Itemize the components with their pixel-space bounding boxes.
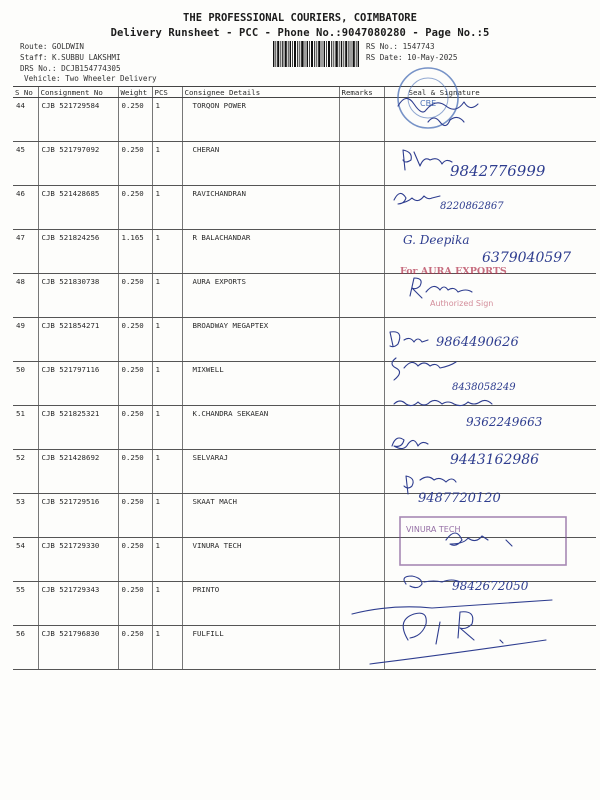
cell-pcs: 1 [152, 450, 182, 494]
cell-consignment: CJB 521824256 [38, 230, 118, 274]
svg-text:VINURA TECH: VINURA TECH [406, 525, 461, 534]
cell-weight: 0.250 [118, 274, 152, 318]
phone-46: 8220862867 [440, 201, 504, 212]
route-label: Route: GOLDWIN [20, 42, 85, 51]
cell-weight: 0.250 [118, 538, 152, 582]
cell-consignee: SELVARAJ [182, 450, 339, 494]
table-row [13, 274, 596, 318]
phone-54: 9487720120 [418, 491, 501, 506]
col-header-consignee: Consignee Details [182, 87, 339, 98]
phone-50: 9864490626 [436, 335, 519, 350]
cell-weight: 0.250 [118, 582, 152, 626]
cell-remarks [339, 142, 384, 186]
svg-text:For AURA EXPORTS: For AURA EXPORTS [400, 266, 507, 277]
cell-pcs: 1 [152, 230, 182, 274]
cell-remarks [339, 362, 384, 406]
barcode-image [273, 41, 359, 67]
staff-label: Staff: K.SUBBU LAKSHMI [20, 53, 121, 62]
phone-56: 9842672050 [452, 579, 529, 593]
cell-sno: 50 [13, 362, 38, 406]
cell-sno: 45 [13, 142, 38, 186]
cell-sno: 53 [13, 494, 38, 538]
cell-consignee: R BALACHANDAR [182, 230, 339, 274]
col-header-seal: Seal & Signature [384, 87, 596, 98]
cell-weight: 0.250 [118, 318, 152, 362]
table-row [13, 450, 596, 494]
cell-remarks [339, 450, 384, 494]
table-row [13, 318, 596, 362]
drs-label: DRS No.: DCJB154774305 [20, 64, 121, 73]
cell-pcs: 1 [152, 626, 182, 670]
cell-consignee: MIXWELL [182, 362, 339, 406]
col-header-weight: Weight [118, 87, 152, 98]
cell-consignment: CJB 521428692 [38, 450, 118, 494]
cell-signature [384, 362, 596, 406]
cell-pcs: 1 [152, 186, 182, 230]
table-row [13, 98, 596, 142]
cell-consignee: SKAAT MACH [182, 494, 339, 538]
company-title: THE PROFESSIONAL COURIERS, COIMBATORE [183, 12, 417, 24]
cell-consignment: CJB 521830738 [38, 274, 118, 318]
cell-signature [384, 318, 596, 362]
cell-signature [384, 494, 596, 538]
cell-consignment: CJB 521428685 [38, 186, 118, 230]
rs-date-label: RS Date: 10-May-2025 [366, 53, 458, 62]
cell-weight: 0.250 [118, 494, 152, 538]
cell-consignee: BROADWAY MEGAPTEX [182, 318, 339, 362]
cell-pcs: 1 [152, 318, 182, 362]
table-row [13, 538, 596, 582]
cell-signature [384, 274, 596, 318]
cell-signature [384, 230, 596, 274]
cell-signature [384, 538, 596, 582]
name-47: G. Deepika [403, 233, 470, 247]
cell-sno: 52 [13, 450, 38, 494]
runsheet-table [13, 86, 596, 670]
table-row [13, 142, 596, 186]
cell-remarks [339, 186, 384, 230]
cell-sno: 55 [13, 582, 38, 626]
cell-signature [384, 626, 596, 670]
cell-weight: 0.250 [118, 362, 152, 406]
cell-pcs: 1 [152, 142, 182, 186]
cell-signature [384, 98, 596, 142]
cell-weight: 0.250 [118, 626, 152, 670]
table-row [13, 626, 596, 670]
cell-pcs: 1 [152, 274, 182, 318]
table-header-row [13, 87, 596, 98]
cell-weight: 0.250 [118, 186, 152, 230]
cell-weight: 0.250 [118, 142, 152, 186]
cell-consignment: CJB 521797092 [38, 142, 118, 186]
cell-consignment: CJB 521854271 [38, 318, 118, 362]
rs-no-label: RS No.: 1547743 [366, 42, 435, 51]
table-row [13, 494, 596, 538]
cell-sno: 54 [13, 538, 38, 582]
cell-consignee: TORQON POWER [182, 98, 339, 142]
vehicle-label: Vehicle: Two Wheeler Delivery [24, 74, 157, 83]
cell-signature [384, 186, 596, 230]
phone-51: 8438058249 [452, 382, 516, 393]
cell-signature [384, 582, 596, 626]
cell-weight: 1.165 [118, 230, 152, 274]
cell-sno: 44 [13, 98, 38, 142]
seal-text: CBE [420, 99, 437, 108]
cell-sno: 47 [13, 230, 38, 274]
cell-pcs: 1 [152, 582, 182, 626]
cell-remarks [339, 406, 384, 450]
col-header-sno: S No [13, 87, 38, 98]
cell-remarks [339, 538, 384, 582]
cell-remarks [339, 274, 384, 318]
cell-consignee: FULFILL [182, 626, 339, 670]
cell-remarks [339, 230, 384, 274]
cell-sno: 49 [13, 318, 38, 362]
table-row [13, 186, 596, 230]
cell-remarks [339, 626, 384, 670]
cell-consignee: RAVICHANDRAN [182, 186, 339, 230]
col-header-pcs: PCS [152, 87, 182, 98]
svg-text:Authorized Sign: Authorized Sign [430, 299, 494, 308]
cell-remarks [339, 494, 384, 538]
phone-52: 9362249663 [466, 415, 543, 429]
cell-consignment: CJB 521729516 [38, 494, 118, 538]
cell-remarks [339, 98, 384, 142]
cell-signature [384, 406, 596, 450]
cell-consignment: CJB 521729343 [38, 582, 118, 626]
table-row [13, 230, 596, 274]
table-row [13, 406, 596, 450]
cell-pcs: 1 [152, 362, 182, 406]
runsheet-subtitle: Delivery Runsheet - PCC - Phone No.:9047080280 - Page No.:5 [110, 27, 490, 39]
cell-weight: 0.250 [118, 98, 152, 142]
cell-consignee: CHERAN [182, 142, 339, 186]
col-header-remarks: Remarks [339, 87, 384, 98]
cell-consignment: CJB 521796830 [38, 626, 118, 670]
cell-weight: 0.250 [118, 450, 152, 494]
cell-signature [384, 450, 596, 494]
cell-remarks [339, 582, 384, 626]
cell-signature [384, 142, 596, 186]
cell-consignment: CJB 521729330 [38, 538, 118, 582]
cell-consignment: CJB 521797116 [38, 362, 118, 406]
cell-consignment: CJB 521825321 [38, 406, 118, 450]
table-row [13, 362, 596, 406]
cell-remarks [339, 318, 384, 362]
phone-53: 9443162986 [450, 452, 540, 468]
table-row [13, 582, 596, 626]
cell-consignee: VINURA TECH [182, 538, 339, 582]
phone-47: 6379040597 [482, 250, 572, 266]
cell-pcs: 1 [152, 538, 182, 582]
col-header-consignment: Consignment No [38, 87, 118, 98]
cell-pcs: 1 [152, 98, 182, 142]
cell-consignee: PRINTO [182, 582, 339, 626]
cell-sno: 51 [13, 406, 38, 450]
cell-pcs: 1 [152, 494, 182, 538]
phone-45: 9842776999 [450, 162, 546, 180]
cell-weight: 0.250 [118, 406, 152, 450]
cell-sno: 48 [13, 274, 38, 318]
cell-pcs: 1 [152, 406, 182, 450]
cell-consignment: CJB 521729584 [38, 98, 118, 142]
cell-sno: 46 [13, 186, 38, 230]
cell-sno: 56 [13, 626, 38, 670]
cell-consignee: K.CHANDRA SEKAEAN [182, 406, 339, 450]
cell-consignee: AURA EXPORTS [182, 274, 339, 318]
